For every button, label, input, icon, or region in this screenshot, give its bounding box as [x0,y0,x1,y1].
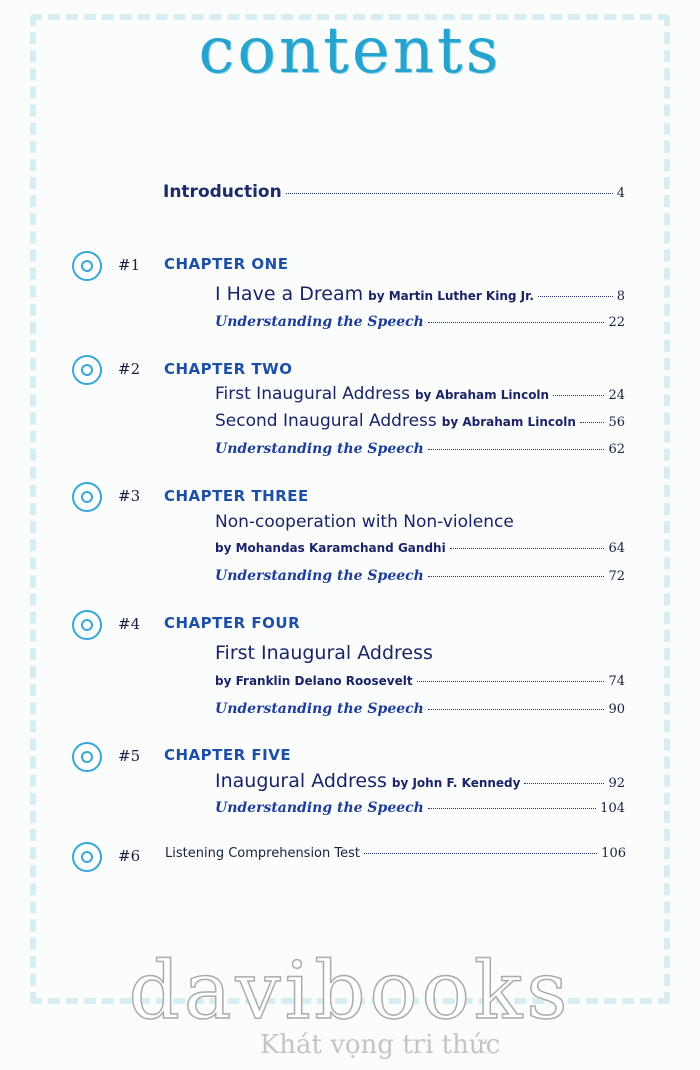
toc-entry[interactable] [215,411,625,431]
toc-entry[interactable] [215,568,625,584]
watermark-tagline: Khát vọng tri thức [259,1030,501,1060]
toc-entry[interactable] [215,283,625,305]
toc-entry[interactable] [215,674,625,689]
page-number: 90 [608,702,625,717]
speaker-name: by Abraham Lincoln [441,415,576,429]
page-number: 8 [616,289,625,304]
speech-title: First Inaugural Address [215,642,433,664]
speech-title: Inaugural Address [215,770,387,792]
toc-entry[interactable] [215,701,625,717]
speech-title: I Have a Dream [215,283,364,305]
speaker-name: by Abraham Lincoln [414,388,550,402]
section-title: Understanding the Speech [215,701,424,717]
chapter-heading: CHAPTER ONE [164,255,289,273]
cd-icon [72,355,102,385]
dot-leader [553,395,604,396]
toc-entry[interactable] [215,800,625,816]
watermark-brand: davibooks [128,944,572,1037]
toc-entry[interactable] [215,770,625,792]
page-number: 56 [608,415,625,430]
chapter-number: #2 [118,360,141,378]
toc-entry[interactable] [215,541,625,556]
toc-entry-introduction[interactable] [163,182,625,202]
cd-icon [72,842,102,872]
dot-leader [428,322,605,323]
page-number: 74 [608,674,625,689]
toc-entry[interactable] [215,314,625,330]
chapter-heading: CHAPTER FIVE [164,746,292,764]
toc-entry[interactable] [215,512,625,532]
speech-title: First Inaugural Address [215,384,410,404]
dot-leader [428,449,605,450]
cd-icon [72,610,102,640]
speaker-name: by Franklin Delano Roosevelt [215,674,413,688]
dot-leader [286,193,613,194]
page-number: 24 [608,388,625,403]
section-title: Listening Comprehension Test [165,846,360,861]
chapter-number: #5 [118,747,141,765]
chapter-heading: CHAPTER TWO [164,360,293,378]
chapter-number: #1 [118,256,141,274]
page-title: contents [198,14,502,88]
page-number: 22 [608,315,625,330]
chapter-heading: CHAPTER FOUR [164,614,301,632]
cd-icon [72,742,102,772]
dot-leader [428,576,605,577]
dot-leader [580,422,605,423]
page-number: 92 [608,776,625,791]
section-title: Understanding the Speech [215,441,424,457]
speech-title: Second Inaugural Address [215,411,437,431]
introduction-label: Introduction [163,182,282,202]
dot-leader [524,783,604,784]
toc-entry[interactable] [215,384,625,404]
speaker-name: by Mohandas Karamchand Gandhi [215,541,446,555]
cd-icon [72,251,102,281]
chapter-number: #3 [118,487,141,505]
section-title: Understanding the Speech [215,800,424,816]
page-number: 104 [600,801,625,816]
speaker-name: by Martin Luther King Jr. [368,289,534,303]
cd-icon [72,482,102,512]
section-title: Understanding the Speech [215,314,424,330]
page-number: 62 [608,442,625,457]
dot-leader [364,853,597,854]
toc-entry[interactable] [215,441,625,457]
chapter-number: #6 [118,847,141,865]
page-number: 4 [616,186,625,201]
toc-entry[interactable] [215,642,625,664]
dot-leader [428,709,605,710]
dot-leader [417,681,605,682]
chapter-number: #4 [118,615,141,633]
chapter-heading: CHAPTER THREE [164,487,309,505]
page-number: 72 [608,569,625,584]
speaker-name: by John F. Kennedy [391,776,521,790]
page-number: 64 [608,541,625,556]
section-title: Understanding the Speech [215,568,424,584]
dot-leader [450,548,605,549]
page-number: 106 [601,846,626,861]
toc-entry[interactable] [165,846,626,861]
speech-title: Non-cooperation with Non-violence [215,512,514,532]
dot-leader [428,808,596,809]
dot-leader [538,296,613,297]
